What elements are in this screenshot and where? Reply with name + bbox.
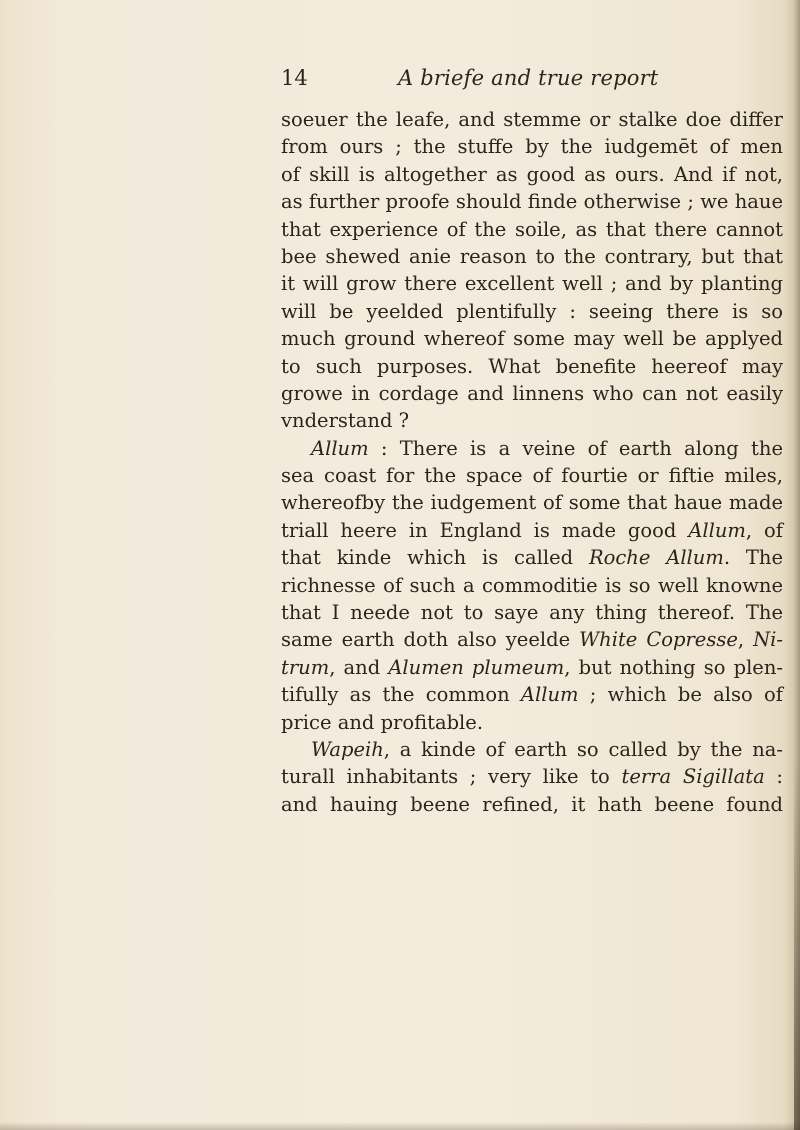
text-segment: ; which be also of [578,683,783,707]
text-line [281,353,783,380]
text-line [281,626,783,653]
text-segment: and hauing beene refined, it hath beene found [281,792,783,816]
text-line [281,654,783,681]
text-segment: soeuer the leafe, and stemme or stalke doe differ [281,108,783,131]
text-segment: price and profitable. [281,710,484,734]
italic-text: White Copresse [579,628,738,652]
text-line [281,791,783,818]
text-segment: tifully as the common [281,683,521,707]
text-segment: , of [745,518,784,542]
text-line [281,736,783,763]
text-segment: richnesse of such a commoditie is so well knowne [281,573,783,597]
text-line [281,435,783,462]
italic-text: Roche Allum [588,546,724,570]
text-segment: vnderstand ? [281,409,410,433]
text-segment: growe in cordage and linnens who can not easily [281,381,783,405]
text-segment: : There is a veine of earth along the [368,436,783,460]
text-segment: it will grow there excellent well ; and by planting [281,272,783,296]
text-line [281,188,783,215]
text-segment: sea coast for the space of fourtie or fiftie miles, [281,464,783,488]
text-segment: to such purposes. What benefite heereof may [281,354,783,378]
text-line [281,380,783,407]
text-segment: much ground whereof some may well be applyed [281,327,783,351]
text-segment: that kinde which is called [281,546,589,570]
text-line [281,763,783,790]
text-segment: bee shewed anie reason to the contrary, but that [281,244,783,268]
text-line [281,161,783,188]
italic-text: Alumen plumeum [388,655,565,679]
page-bottom-shadow [0,1122,800,1130]
italic-text: trum [281,655,330,679]
text-segment: triall heere in England is made good [281,518,689,542]
text-line [281,709,783,736]
text-line [281,489,783,516]
text-line [281,544,783,571]
text-segment: that I neede not to saye any thing thereof. The [281,601,783,625]
page-header [0,66,800,96]
text-segment: turall inhabitants ; very like to [281,765,622,789]
running-head: A briefe and true report [398,66,659,90]
text-segment: as further proofe should finde otherwise ; we haue [281,190,783,214]
text-line [281,298,783,325]
text-line [281,270,783,297]
italic-text: Allum [688,518,746,542]
italic-text: Ni- [753,628,783,652]
text-line [281,106,783,133]
italic-text: Allum [311,436,369,460]
page-edge-stain [794,760,800,1130]
text-segment: , [737,628,754,652]
text-line [281,572,783,599]
text-segment: : [764,765,783,789]
text-line [281,243,783,270]
text-segment: , a kinde of earth so called by the na- [383,737,783,761]
text-line [281,681,783,708]
text-line [281,133,783,160]
text-segment: that experience of the soile, as that there cannot [281,217,783,241]
body-text [281,106,783,818]
text-segment: , and [329,655,389,679]
text-segment: , but nothing so plen- [564,655,783,679]
text-line [281,325,783,352]
italic-text: Allum [520,683,579,707]
text-line [281,599,783,626]
text-segment: . The [723,546,783,570]
text-segment: same earth doth also yeelde [281,628,580,652]
text-line [281,216,783,243]
italic-text: Wapeih [311,737,384,761]
text-line [281,517,783,544]
page-number: 14 [281,66,308,90]
italic-text: terra Sigillata [621,765,765,789]
text-segment: will be yeelded plentifully : seeing there is so [281,299,783,323]
text-segment: from ours ; the stuffe by the iudgemēt of men [281,135,783,159]
text-line [281,462,783,489]
text-segment: whereofby the iudgement of some that haue made [281,491,783,515]
text-line [281,407,783,434]
text-segment: of skill is altogether as good as ours. And if not, [281,162,783,186]
